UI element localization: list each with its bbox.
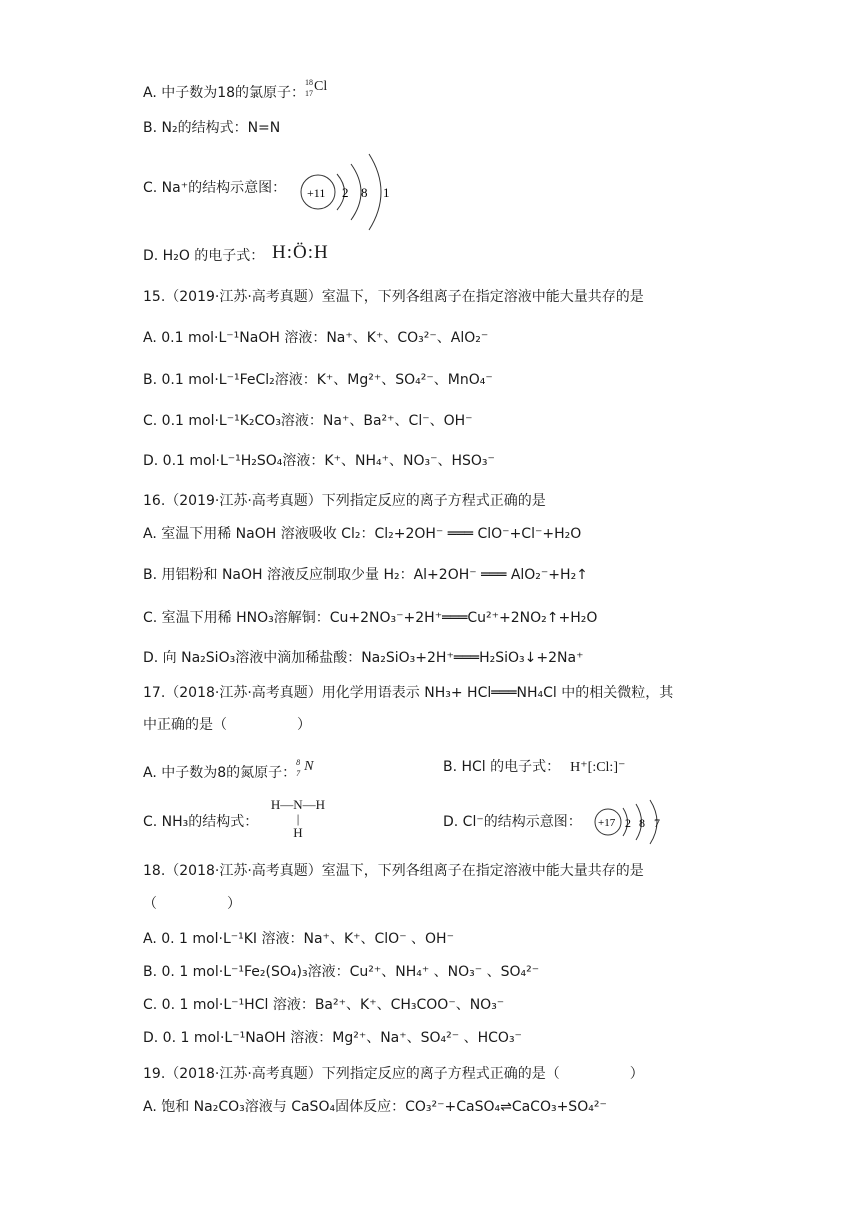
q16-option-d: D. 向 Na₂SiO₃溶液中滴加稀盐酸：Na₂SiO₃+2H⁺═══H₂SiO₃↓+2Na⁺ [143,650,584,666]
q17-option-b-label: B. HCl 的电子式： [443,759,561,775]
mass-number: 8 [296,758,301,767]
option-c-label: C. Na⁺的结构示意图： [143,180,287,196]
q17-option-c-label: C. NH₃的结构式： [143,814,259,830]
q16-option-b: B. 用铝粉和 NaOH 溶液反应制取少量 H₂：Al+2OH⁻ ═══ AlO₂⁻+H₂↑ [143,567,588,583]
q17-option-a [143,757,318,783]
h2o-electron-formula: H:Ö:H [272,242,329,263]
shell-electrons-1: 2 [342,185,349,200]
nh3-formula-top: H—N—H [270,797,326,812]
cl-isotope-notation [305,77,331,97]
option-a-chlorine [143,77,331,103]
q15-option-a: A. 0.1 mol·L⁻¹NaOH 溶液：Na⁺、K⁺、CO₃²⁻、AlO₂⁻ [143,330,489,346]
atomic-number: 17 [305,89,314,98]
na-ion-diagram [297,146,407,236]
shell-electrons-1: 2 [625,816,631,830]
q18-option-b: B. 0. 1 mol·L⁻¹Fe₂(SO₄)₃溶液：Cu²⁺、NH₄⁺ 、NO₃⁻ 、SO₄²⁻ [143,964,540,980]
q15-option-d: D. 0.1 mol·L⁻¹H₂SO₄溶液：K⁺、NH₄⁺、NO₃⁻、HSO₃⁻ [143,453,495,469]
element-symbol: Cl [314,79,328,94]
nucleus-charge: +11 [307,186,326,200]
q19-stem: 19.（2018·江苏·高考真题）下列指定反应的离子方程式正确的是（ ） [143,1066,644,1082]
q15-stem: 15.（2019·江苏·高考真题）室温下，下列各组离子在指定溶液中能大量共存的是 [143,289,644,305]
nh3-structural-formula [266,798,330,840]
q16-option-c: C. 室温下用稀 HNO₃溶解铜：Cu+2NO₃⁻+2H⁺═══Cu²⁺+2NO₂↑+H₂O [143,610,598,626]
q18-option-a: A. 0. 1 mol·L⁻¹KI 溶液：Na⁺、K⁺、ClO⁻ 、OH⁻ [143,931,454,947]
n-isotope-notation [296,757,318,777]
nucleus-charge: +17 [598,817,616,829]
element-symbol: N [304,759,314,774]
q17-option-d-label: D. Cl⁻的结构示意图： [443,814,582,830]
q17-stem-line1: 17.（2018·江苏·高考真题）用化学用语表示 NH₃+ HCl═══NH₄Cl 中的相关微粒，其 [143,685,674,701]
cl-ion-diagram [592,798,674,846]
q15-option-c: C. 0.1 mol·L⁻¹K₂CO₃溶液：Na⁺、Ba²⁺、Cl⁻、OH⁻ [143,413,473,429]
q16-stem: 16.（2019·江苏·高考真题）下列指定反应的离子方程式正确的是 [143,493,546,509]
q17-option-a-label: A. 中子数为8的氮原子： [143,765,297,781]
q16-option-a: A. 室温下用稀 NaOH 溶液吸收 Cl₂：Cl₂+2OH⁻ ═══ ClO⁻+Cl⁻+H₂O [143,526,582,542]
option-b-n2: B. N₂的结构式：N=N [143,120,281,136]
q17-option-b [443,757,625,778]
shell-electrons-2: 8 [361,185,368,200]
shell-electrons-3: 1 [383,185,390,200]
mass-number: 18 [305,78,314,87]
shell-arc-2 [351,164,361,220]
q18-option-c: C. 0. 1 mol·L⁻¹HCl 溶液：Ba²⁺、K⁺、CH₃COO⁻、NO₃⁻ [143,997,505,1013]
shell-arc-3 [369,154,381,230]
q18-stem-line2: （ ） [143,896,241,912]
q17-stem-line2: 中正确的是（ ） [143,717,311,733]
hcl-electron-formula: H⁺[:Cl:]⁻ [570,760,626,775]
nh3-formula-bottom: H [293,825,303,840]
shell-electrons-3: 7 [654,816,660,830]
q18-option-d: D. 0. 1 mol·L⁻¹NaOH 溶液：Mg²⁺、Na⁺、SO₄²⁻ 、HCO₃⁻ [143,1030,522,1046]
option-a-label: A. 中子数为18的氯原子： [143,85,306,101]
option-d-label: D. H₂O 的电子式： [143,248,265,264]
nh3-formula-bond: | [296,811,300,826]
q15-option-b: B. 0.1 mol·L⁻¹FeCl₂溶液：K⁺、Mg²⁺、SO₄²⁻、MnO₄⁻ [143,372,493,388]
q18-stem-line1: 18.（2018·江苏·高考真题）室温下，下列各组离子在指定溶液中能大量共存的是 [143,863,644,879]
shell-electrons-2: 8 [639,816,645,830]
atomic-number: 7 [296,769,301,778]
q19-option-a: A. 饱和 Na₂CO₃溶液与 CaSO₄固体反应：CO₃²⁻+CaSO₄⇌CaCO₃+SO₄²⁻ [143,1099,607,1115]
